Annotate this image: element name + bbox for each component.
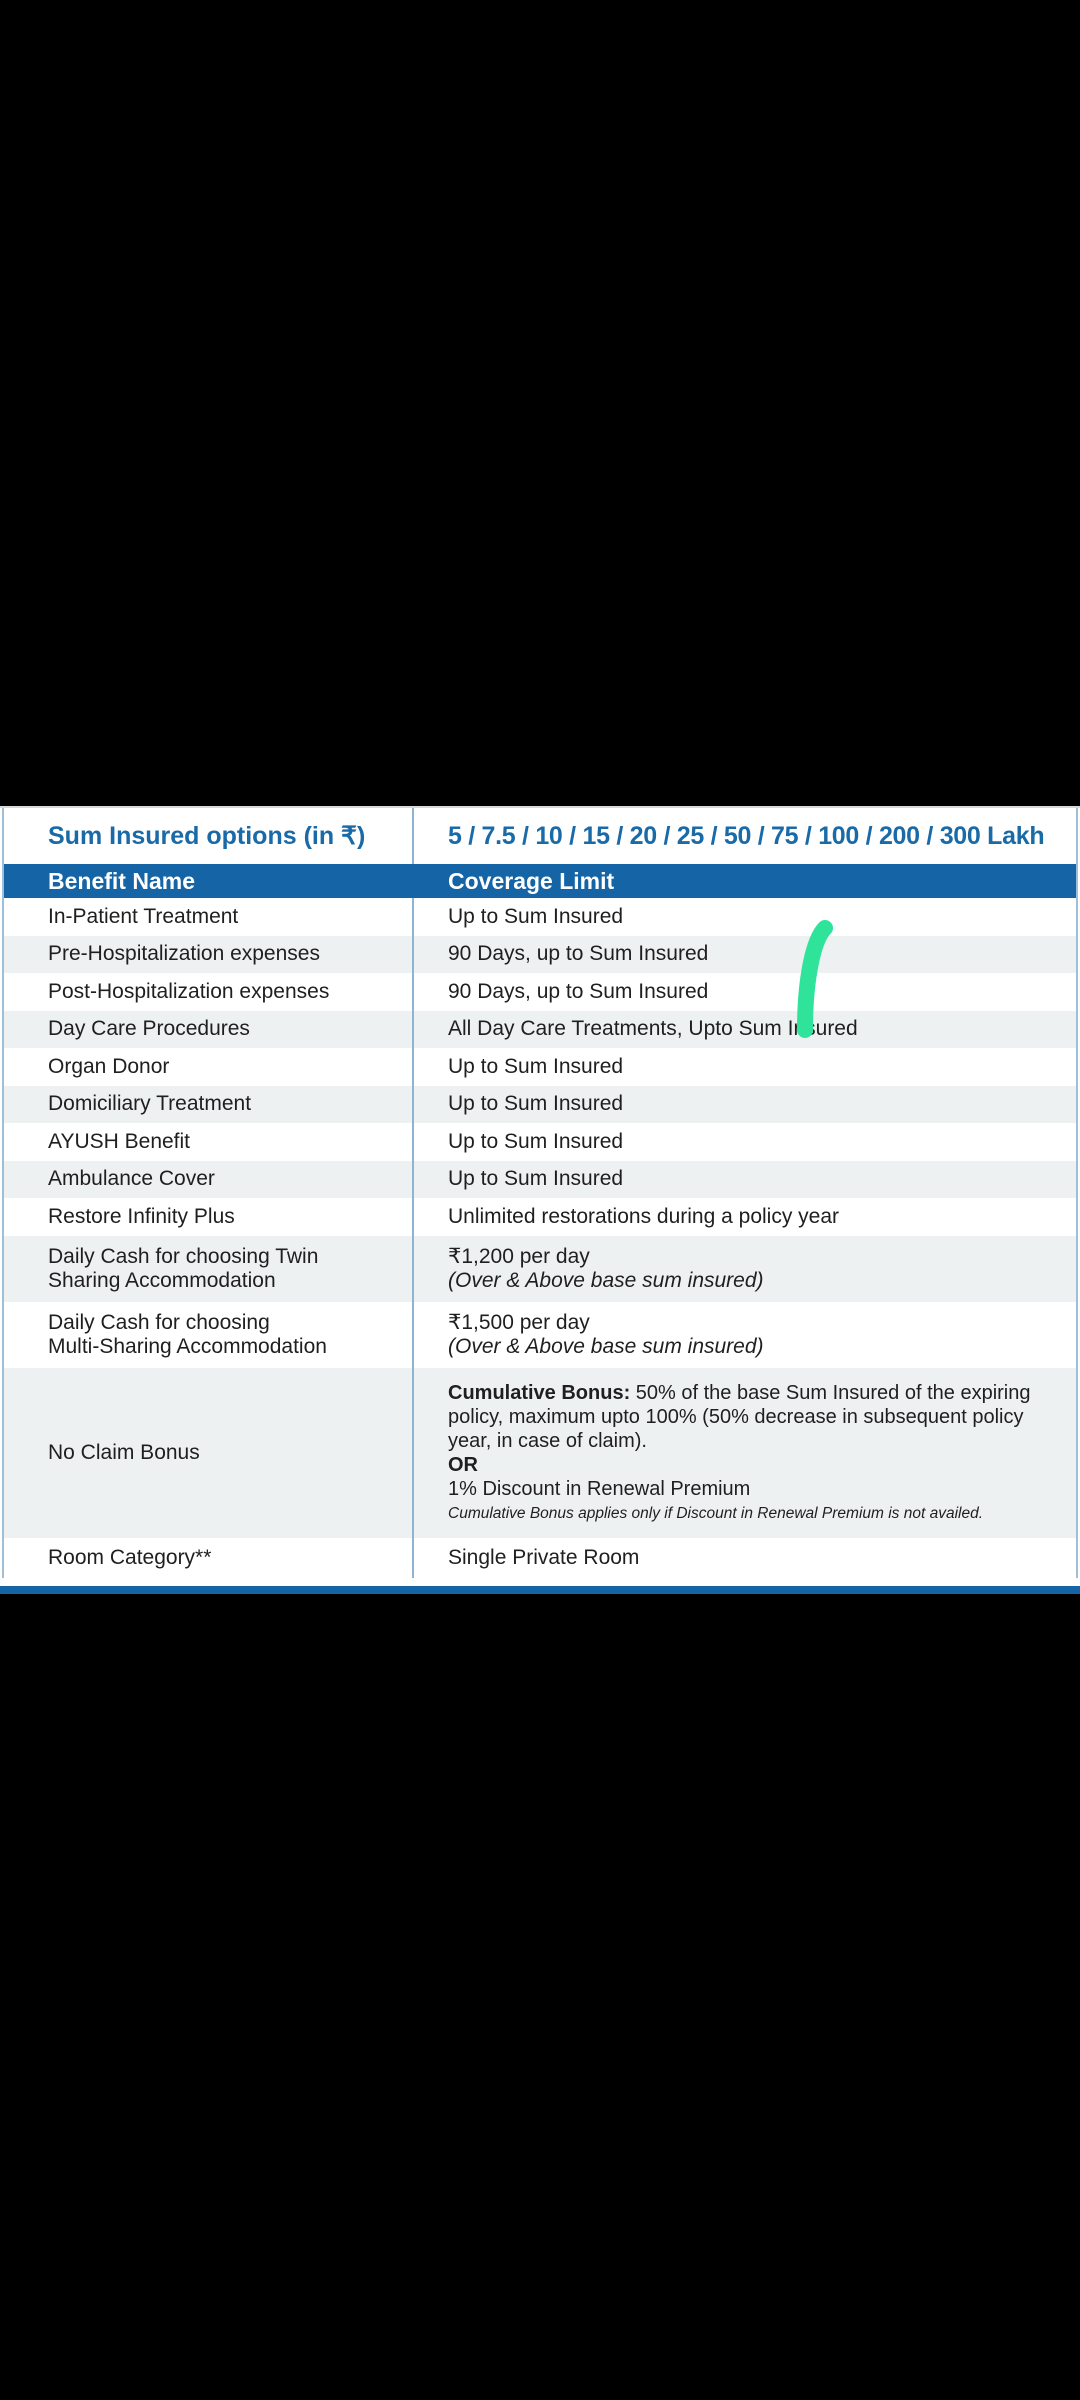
benefit-name: Organ Donor [4,1048,414,1086]
column-header-benefit: Benefit Name [4,864,414,898]
table-row [4,936,1076,974]
benefit-name: Restore Infinity Plus [4,1198,414,1236]
cumulative-bonus-line-2: policy, maximum upto 100% (50% decrease in subsequent policy [448,1405,1024,1428]
coverage-note: (Over & Above base sum insured) [448,1268,764,1292]
table-row [4,898,1076,936]
table-row-multi-sharing [4,1302,1076,1368]
sum-insured-label: Sum Insured options (in ₹) [4,808,414,864]
coverage-limit: Up to Sum Insured [448,1129,624,1153]
green-marker-stroke [795,920,835,1040]
coverage-limit [414,1368,1076,1538]
sum-insured-values: 5 / 7.5 / 10 / 15 / 20 / 25 / 50 / 75 / 100 / 200 / 300 Lakh [448,822,1045,850]
benefit-name [4,1302,414,1368]
benefit-name: Ambulance Cover [4,1161,414,1199]
column-header-coverage: Coverage Limit [448,868,615,894]
table-row-no-claim-bonus [4,1368,1076,1538]
coverage-limit: Up to Sum Insured [448,1167,624,1191]
coverage-note: (Over & Above base sum insured) [448,1334,764,1358]
cumulative-bonus-line-3: year, in case of claim). [448,1429,647,1452]
benefit-name: Post-Hospitalization expenses [4,973,414,1011]
table-row [4,973,1076,1011]
or-separator: OR [448,1453,478,1476]
table-row [4,1086,1076,1124]
table-row [4,1048,1076,1086]
benefit-name [4,1236,414,1302]
benefit-name: Pre-Hospitalization expenses [4,936,414,974]
bonus-footnote: Cumulative Bonus applies only if Discount in Renewal Premium is not availed. [448,1504,984,1522]
benefit-name-line-1: Daily Cash for choosing [48,1310,270,1334]
table-row-room-category [4,1538,1076,1578]
benefit-name: Room Category** [4,1538,414,1578]
benefit-name: No Claim Bonus [4,1368,414,1538]
benefit-name-line-2: Sharing Accommodation [48,1268,276,1292]
table-row [4,1123,1076,1161]
cumulative-bonus-label: Cumulative Bonus: [448,1381,631,1404]
coverage-limit: 90 Days, up to Sum Insured [448,942,709,966]
coverage-limit: Up to Sum Insured [448,1054,624,1078]
cumulative-bonus-text: 50% of the base Sum Insured of the expiring [630,1381,1031,1404]
coverage-amount: ₹1,200 per day [448,1244,590,1268]
benefits-grid [2,808,1078,1578]
coverage-limit [414,1236,1076,1302]
coverage-limit: All Day Care Treatments, Upto Sum Insured [448,1017,858,1041]
table-header-row [4,864,1076,898]
sum-insured-row [4,808,1076,864]
coverage-limit [414,1302,1076,1368]
benefits-table [0,806,1080,1592]
cumulative-bonus-line [448,1381,1031,1405]
coverage-amount: ₹1,500 per day [448,1310,590,1334]
coverage-limit: Single Private Room [448,1545,640,1569]
coverage-limit: 90 Days, up to Sum Insured [448,979,709,1003]
coverage-limit: Unlimited restorations during a policy year [448,1204,840,1228]
coverage-limit: Up to Sum Insured [448,1092,624,1116]
benefit-name: Domiciliary Treatment [4,1086,414,1124]
renewal-discount: 1% Discount in Renewal Premium [448,1477,751,1500]
benefit-name: Day Care Procedures [4,1011,414,1049]
table-row [4,1011,1076,1049]
benefit-name-line-2: Multi-Sharing Accommodation [48,1334,327,1358]
benefit-name: In-Patient Treatment [4,898,414,936]
table-row [4,1161,1076,1199]
table-row [4,1198,1076,1236]
benefit-name-line-1: Daily Cash for choosing Twin [48,1244,319,1268]
benefit-name: AYUSH Benefit [4,1123,414,1161]
table-bottom-bar [0,1586,1080,1594]
table-row-twin-sharing [4,1236,1076,1302]
coverage-limit: Up to Sum Insured [448,904,624,928]
